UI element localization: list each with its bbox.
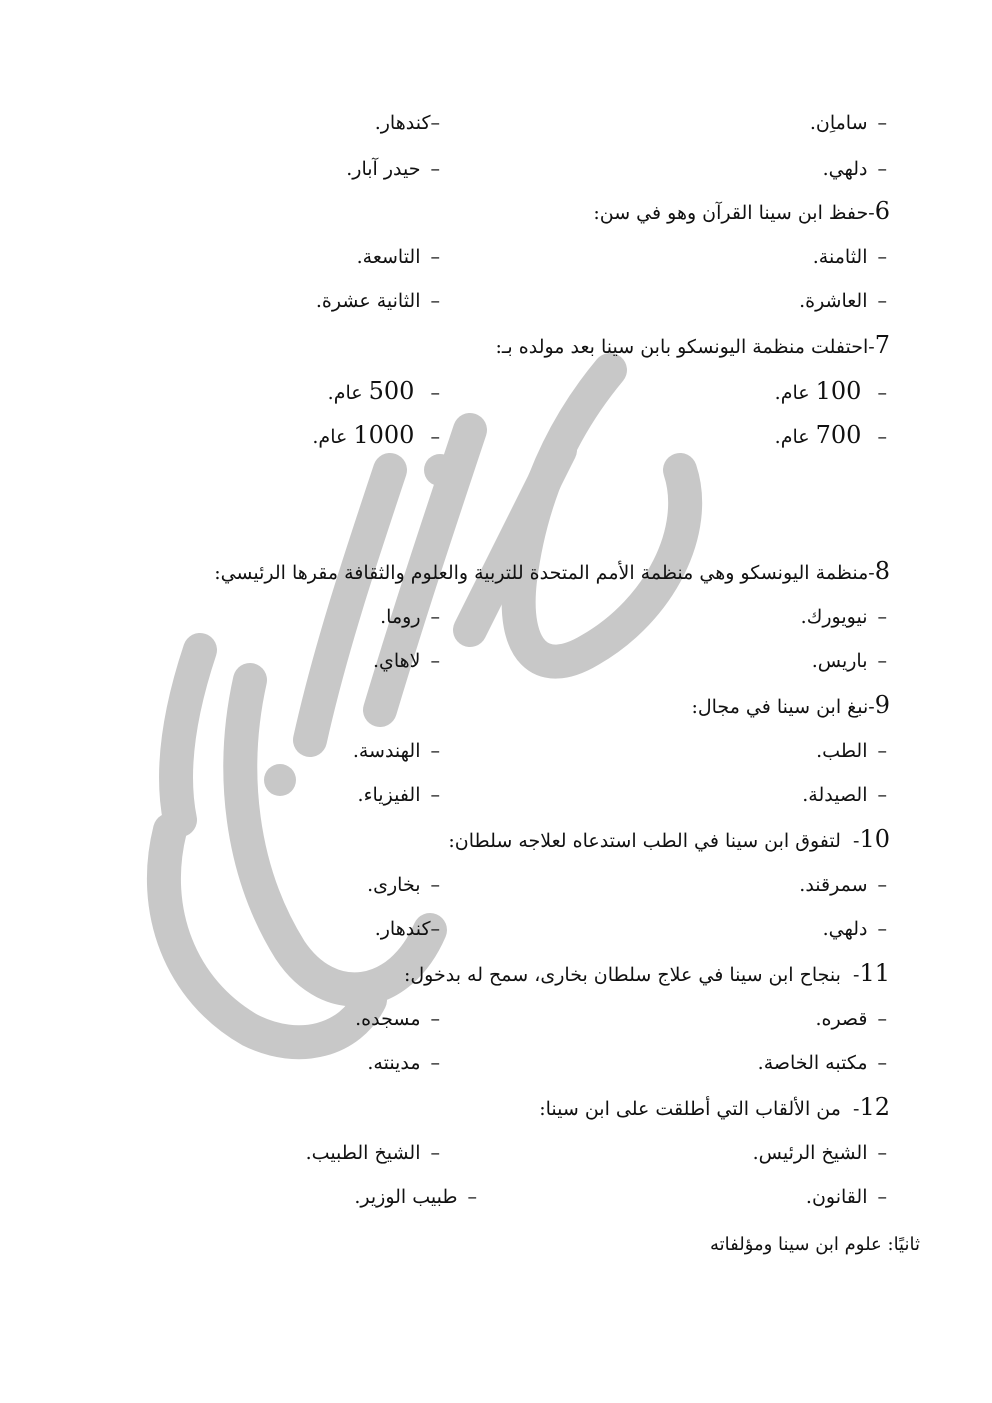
q11-option-d: –مدينته. [367,1052,440,1074]
q6-option-d: –الثانية عشرة. [315,290,440,312]
q12-option-d: –طبيب الوزير. [354,1186,477,1208]
q5-option-b: –كندهار. [374,112,440,134]
q10-option-c: –دلهي. [822,918,887,940]
q9-option-b: –الهندسة. [352,740,440,762]
q5-option-a: –ساماِن. [809,112,887,134]
q8-question: 8-منظمة اليونسكو وهي منظمة الأمم المتحدة للتربية والعلوم والثقافة مقرها الرئيسي: [214,557,890,585]
q7-option-b: – 500 عام. [327,377,440,405]
q6-option-b: –التاسعة. [356,246,440,268]
q12-option-b: –الشيخ الطبيب. [305,1142,440,1164]
q11-option-c: –مكتبه الخاصة. [757,1052,887,1074]
q12-question: 12- من الألقاب التي أطلقت على ابن سينا: [539,1093,890,1121]
q12-option-a: –الشيخ الرئيس. [752,1142,887,1164]
q8-option-a: –نيويورك. [800,606,887,628]
q11-question: 11- بنجاح ابن سينا في علاج سلطان بخارى، سمح له بدخول: [403,959,890,987]
q10-option-a: –سمرقند. [799,874,887,896]
section-heading: ثانيًا: علوم ابن سينا ومؤلفاته [709,1234,920,1255]
q12-option-c: –القانون. [805,1186,887,1208]
q7-option-a: – 100 عام. [774,377,887,405]
q9-option-c: –الصيدلة. [802,784,887,806]
q7-option-d: – 1000 عام. [312,421,440,449]
q9-option-d: –الفيزياء. [357,784,440,806]
q5-option-d: –حيدر آبار. [346,158,440,180]
q11-option-b: –مسجده. [355,1008,440,1030]
q11-option-a: –قصره. [815,1008,887,1030]
q10-option-d: –كندهار. [374,918,440,940]
q6-option-a: –الثامنة. [812,246,887,268]
q10-option-b: –بخارى. [367,874,440,896]
q8-option-d: –لاهاي. [372,650,440,672]
q10-question: 10- لتفوق ابن سينا في الطب استدعاه لعلاجه سلطان: [448,825,890,853]
q7-question: 7-احتفلت منظمة اليونسكو بابن سينا بعد مولده بـ: [495,331,890,359]
q9-option-a: –الطب. [816,740,887,762]
q7-option-c: – 700 عام. [774,421,887,449]
q9-question: 9-نبغ ابن سينا في مجال: [691,691,890,719]
q6-question: 6-حفظ ابن سينا القرآن وهو في سن: [593,197,890,225]
q8-option-c: –باريس. [811,650,887,672]
q8-option-b: –روما. [380,606,440,628]
q6-option-c: –العاشرة. [799,290,887,312]
q5-option-c: –دلهي. [822,158,887,180]
